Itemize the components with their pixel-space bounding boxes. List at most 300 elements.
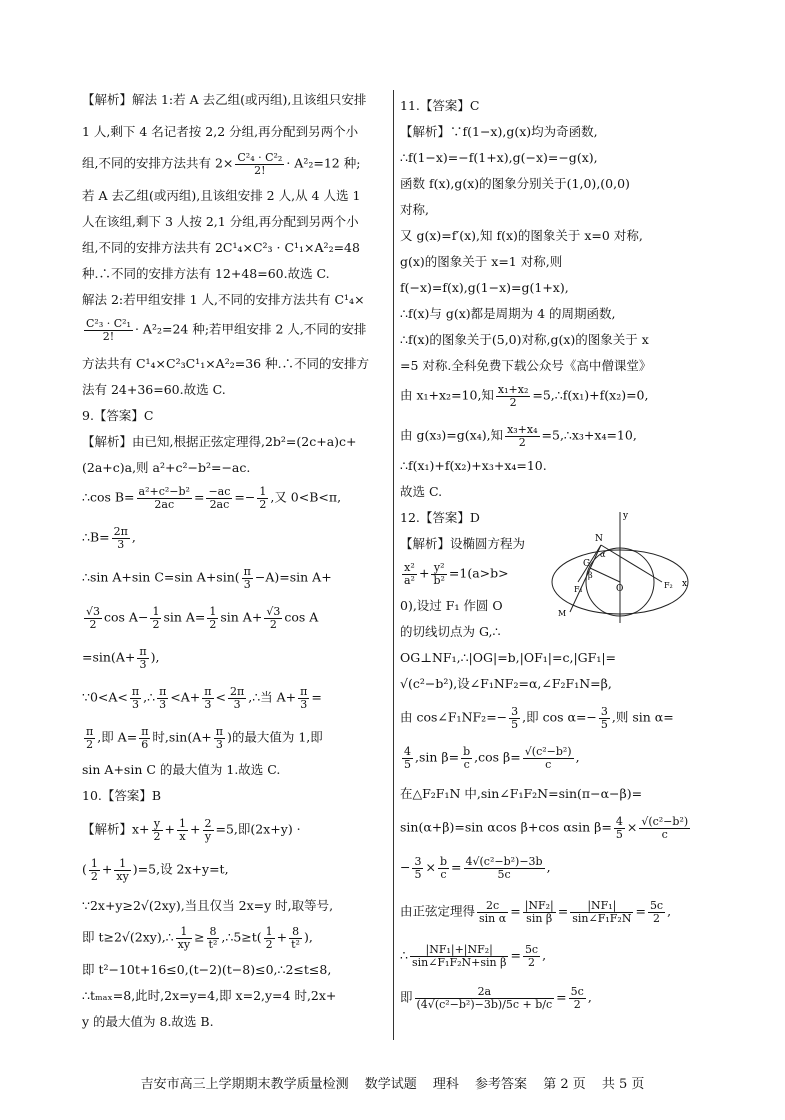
fraction [112, 526, 130, 550]
fraction-numerator: π [243, 565, 251, 578]
fraction-numerator: 1 [114, 858, 130, 871]
label-y: y [623, 511, 629, 521]
right-line-13 [400, 458, 547, 474]
fraction [523, 900, 556, 924]
footer-school: 吉安市高三上学期期末教学质量检测 [140, 1077, 349, 1092]
fraction-numerator: 5c [649, 899, 664, 912]
fraction [235, 152, 284, 176]
fraction-numerator: 1 [152, 605, 160, 618]
left-text: 组,不同的安排方法共有 2× [82, 155, 234, 171]
right-line-15 [400, 510, 480, 526]
fraction-numerator: 1 [176, 926, 192, 939]
left-text: cos A− [104, 609, 149, 625]
right-line-6 [400, 254, 562, 270]
right-text: , [542, 947, 547, 963]
right-text: 由 g(x₃)=g(x₄),知 [400, 427, 504, 443]
right-text: ∴f(1−x)=−f(1+x),g(−x)=−g(x), [400, 150, 598, 165]
fraction-numerator: π [139, 645, 147, 658]
fraction-numerator: |NF₂| [524, 899, 554, 912]
right-line-11 [400, 384, 648, 408]
right-text: f(−x)=f(x),g(1−x)=g(1+x), [400, 280, 569, 295]
fraction [402, 746, 413, 770]
fraction-denominator: 2 [528, 955, 536, 969]
footer-subject: 数学试题 [364, 1077, 417, 1092]
label-g: G [583, 559, 591, 569]
right-text: ,sin β= [415, 749, 460, 765]
right-text: , [587, 989, 592, 1005]
fraction-numerator: π [204, 685, 212, 698]
right-text: 11.【答案】C [400, 98, 480, 113]
right-text: 的切线切点为 G,∴ [400, 624, 501, 639]
fraction [639, 816, 690, 840]
left-line-23 [82, 818, 301, 842]
label-alpha: α [600, 550, 606, 559]
label-n: N [595, 534, 603, 544]
left-line-15 [82, 526, 136, 550]
fraction [202, 686, 213, 710]
fraction-numerator: 8 [207, 926, 220, 939]
right-text: =1(a>b> [448, 565, 509, 581]
right-line-28 [400, 944, 546, 968]
fraction [257, 486, 268, 510]
left-line-19 [82, 686, 322, 710]
label-m: M [558, 609, 567, 618]
right-text: 在△F₂F₁N 中,sin∠F₁F₂N=sin(π−α−β)= [400, 786, 643, 801]
page-footer [0, 1077, 785, 1094]
fraction [431, 562, 446, 586]
fraction-denominator: 2 [86, 737, 94, 751]
fraction-denominator: 5 [404, 757, 411, 771]
fraction-numerator: |NF₁| [570, 900, 633, 913]
right-text: ∴f(x₁)+f(x₂)+x₃+x₄=10. [400, 458, 547, 473]
left-line-7 [82, 292, 365, 308]
left-text: ), [150, 649, 160, 665]
fraction-denominator: 2 [269, 617, 277, 631]
fraction-denominator: 2 [518, 435, 526, 449]
fraction-numerator: 8 [289, 926, 302, 939]
fraction-denominator: 2 [509, 395, 517, 409]
right-text: − [400, 859, 411, 875]
fraction [137, 486, 192, 510]
fraction [137, 646, 148, 670]
right-line-24 [400, 786, 642, 802]
left-text: ,∴当 A+ [248, 689, 297, 705]
right-text: =5,∴f(x₁)+f(x₂)=0, [532, 387, 649, 403]
right-text: 【解析】∵f(1−x),g(x)均为奇函数, [400, 124, 598, 139]
left-line-0 [82, 92, 366, 108]
footer-kind: 参考答案 [475, 1077, 528, 1092]
fraction-numerator: y [152, 818, 163, 831]
fraction [505, 424, 539, 448]
fraction-numerator: |NF₁|+|NF₂| [410, 944, 509, 957]
fraction-numerator: π [131, 685, 140, 698]
fraction [523, 746, 574, 770]
fraction-denominator: 2 [259, 497, 267, 511]
left-text: ∴B= [82, 529, 110, 545]
fraction-numerator: π [159, 685, 167, 698]
left-text: (2a+c)a,则 a²+c²−b²=−ac. [82, 460, 251, 475]
left-line-13 [82, 460, 250, 476]
right-line-8 [400, 306, 616, 322]
right-text: 即 [400, 989, 413, 1005]
fraction-denominator: xy [177, 937, 191, 951]
left-text: 9.【答案】C [82, 408, 154, 423]
right-text: ,cos β= [474, 749, 521, 765]
left-text: )的最大值为 1,即 [226, 729, 323, 745]
right-text: ∴f(x)与 g(x)都是周期为 4 的周期函数, [400, 306, 616, 321]
fraction-numerator: 3 [511, 705, 519, 718]
right-text: sin(α+β)=sin αcos β+cos αsin β= [400, 819, 612, 835]
fraction-numerator: b [439, 855, 448, 868]
fraction [114, 858, 130, 882]
left-text: 若 A 去乙组(或丙组),且该组安排 2 人,从 4 人选 1 [82, 188, 361, 203]
fraction-numerator: 3 [414, 855, 422, 868]
left-text: ≥ [194, 929, 205, 945]
right-text: × [425, 859, 436, 875]
left-text: sin A+ [220, 609, 263, 625]
fraction-numerator: x² [402, 562, 417, 575]
left-text: 10.【答案】B [82, 788, 162, 803]
left-line-3 [82, 188, 360, 204]
right-text: =5,∴x₃+x₄=10, [541, 427, 637, 443]
fraction-numerator: 2c [477, 900, 508, 913]
fraction [569, 986, 586, 1010]
fraction-denominator: 2 [265, 937, 273, 951]
fraction-denominator: 3 [117, 537, 125, 551]
right-line-12 [400, 424, 637, 448]
fraction [264, 926, 275, 950]
column-divider [393, 90, 394, 1040]
left-text: y 的最大值为 8.故选 B. [82, 1014, 214, 1029]
fraction-numerator: 2π [113, 525, 128, 538]
fraction-numerator: C²₃ · C²₁ [86, 317, 131, 330]
right-line-19 [400, 624, 500, 640]
right-line-10 [400, 358, 651, 374]
left-text: , [131, 529, 136, 545]
fraction [496, 384, 530, 408]
fraction-numerator: √3 [86, 605, 101, 618]
fraction-denominator: a² [404, 573, 415, 587]
left-line-20 [82, 726, 323, 750]
fraction-denominator: 5 [600, 717, 608, 731]
fraction [523, 944, 540, 968]
fraction-numerator: 4 [615, 815, 623, 828]
fraction-numerator: −ac [208, 485, 231, 498]
left-text: + [101, 861, 113, 877]
fraction-numerator: x₃+x₄ [507, 423, 538, 436]
fraction [461, 746, 472, 770]
left-line-9 [82, 356, 369, 372]
left-text: 种.∴不同的安排方法有 12+48=60.故选 C. [82, 266, 330, 281]
left-text: ∴cos B= [82, 489, 135, 505]
left-text: ∴tₘₐₓ=8,此时,2x=y=4,即 x=2,y=4 时,2x+ [82, 988, 337, 1003]
fraction-denominator: c [661, 827, 668, 841]
fraction-numerator: 5c [570, 985, 584, 998]
fraction-denominator: 3 [300, 697, 308, 711]
left-text: 即 t²−10t+16≤0,(t−2)(t−8)≤0,∴2≤t≤8, [82, 962, 332, 977]
right-text: = [510, 947, 521, 963]
fraction [402, 562, 417, 586]
left-text: · A²₂=24 种;若甲组安排 2 人,不同的安排 [134, 321, 367, 337]
left-line-29 [82, 1014, 214, 1030]
fraction-numerator: 3 [600, 705, 608, 718]
fraction-denominator: 5c [497, 867, 511, 881]
fraction [89, 858, 100, 882]
fraction-numerator: π [86, 725, 94, 738]
right-text: g(x)的图象关于 x=1 对称,则 [400, 254, 563, 269]
right-line-26 [400, 856, 551, 880]
left-line-5 [82, 240, 360, 256]
fraction-denominator: sin∠F₁F₂N [572, 911, 632, 925]
left-text: cos A [284, 609, 319, 625]
left-text: ∵0<A< [82, 689, 128, 705]
left-text: < [215, 689, 226, 705]
right-line-22 [400, 706, 674, 730]
right-text: + [418, 565, 430, 581]
left-text: sin A+sin C 的最大值为 1.故选 C. [82, 762, 281, 777]
right-line-27 [400, 900, 671, 924]
right-line-1 [400, 124, 598, 140]
footer-track: 理科 [432, 1077, 459, 1092]
right-line-3 [400, 176, 630, 192]
fraction-denominator: 3 [243, 577, 251, 591]
line-o-to-g [590, 568, 620, 582]
left-line-16 [82, 566, 332, 590]
right-text: 12.【答案】D [400, 510, 480, 525]
label-beta: β [588, 571, 593, 580]
right-line-21 [400, 676, 612, 692]
right-text: × [626, 819, 638, 835]
fraction-numerator: x₁+x₂ [497, 383, 529, 396]
fraction [84, 606, 102, 630]
right-text: OG⊥NF₁,∴|OG|=b,|OF₁|=c,|GF₁|= [400, 650, 617, 665]
ellipse-figure [548, 508, 693, 628]
fraction [599, 706, 610, 730]
fraction-denominator: 2 [152, 617, 160, 631]
fraction-numerator: 2a [415, 986, 555, 999]
left-text: )=5,设 2x+y=t, [132, 861, 229, 877]
right-text: ∴f(x)的图象关于(5,0)对称,g(x)的图象关于 x [400, 332, 649, 347]
right-text: = [510, 903, 521, 919]
left-line-18 [82, 646, 159, 670]
left-line-2 [82, 152, 360, 176]
label-f1: F₁ [574, 585, 583, 594]
fraction [130, 686, 141, 710]
fraction [415, 986, 555, 1010]
left-text: = [311, 689, 322, 705]
left-text: ), [303, 929, 313, 945]
fraction-numerator: √3 [266, 605, 281, 618]
left-line-14 [82, 486, 341, 510]
right-text: = [451, 859, 462, 875]
fraction [614, 816, 625, 840]
left-text: ,即 A= [97, 729, 138, 745]
left-line-11 [82, 408, 154, 424]
right-text: 故选 C. [400, 484, 443, 499]
right-text: 由正弦定理得 [400, 903, 476, 919]
fraction-denominator: sin∠F₁F₂N+sin β [411, 955, 507, 969]
fraction-denominator: 5 [615, 827, 623, 841]
left-text: 人在该组,剩下 3 人按 2,1 分组,再分配到另两个小 [82, 214, 359, 229]
fraction-numerator: y² [431, 562, 446, 575]
left-text: · A²₂=12 种; [286, 155, 361, 171]
footer-total: 共 5 页 [601, 1077, 645, 1092]
left-line-12 [82, 434, 357, 450]
label-x: x [682, 579, 688, 589]
left-line-24 [82, 858, 229, 882]
fraction-numerator: 1 [259, 485, 267, 498]
fraction-denominator: 3 [139, 657, 147, 671]
fraction-denominator: 2 [90, 869, 98, 883]
right-line-25 [400, 816, 692, 840]
fraction [570, 900, 633, 924]
left-text: 方法共有 C¹₄×C²₃C¹₁×A²₂=36 种.∴不同的安排方 [82, 356, 370, 371]
left-text: 法有 24+36=60.故选 C. [82, 382, 226, 397]
left-text: + [190, 821, 201, 837]
left-text: ,又 0<B<π, [270, 489, 342, 505]
fraction [477, 900, 508, 924]
fraction-numerator: C²₄ · C²₂ [237, 151, 283, 164]
right-text: √(c²−b²),设∠F₁NF₂=α,∠F₂F₁N=β, [400, 676, 612, 691]
right-line-14 [400, 484, 442, 500]
left-line-4 [82, 214, 359, 230]
right-text: 函数 f(x),g(x)的图象分别关于(1,0),(0,0) [400, 176, 630, 191]
right-text: , [575, 749, 580, 765]
fraction [152, 818, 163, 842]
left-text: 时,sin(A+ [152, 729, 212, 745]
fraction [648, 900, 665, 924]
fraction [203, 818, 214, 842]
right-line-2 [400, 150, 598, 166]
fraction [139, 726, 150, 750]
fraction-numerator: 4√(c²−b²)−3b [465, 855, 543, 868]
fraction-numerator: 5c [524, 943, 539, 956]
fraction-denominator: y [204, 829, 212, 843]
fraction [464, 856, 545, 880]
right-text: , [667, 903, 672, 919]
right-text: 由 x₁+x₂=10,知 [400, 387, 494, 403]
left-text: 【解析】x+ [82, 821, 150, 837]
right-text: =5 对称.全科免费下载公众号《高中僧课堂》 [400, 358, 652, 373]
fraction-denominator: c [545, 757, 552, 771]
fraction-denominator: 2ac [209, 497, 230, 511]
right-text: 0),设过 F₁ 作圆 O [400, 598, 503, 613]
right-text: 对称, [400, 202, 429, 217]
left-text: <A+ [170, 689, 201, 705]
fraction [150, 606, 161, 630]
left-line-1 [82, 124, 358, 140]
fraction-numerator: 1 [179, 817, 187, 830]
fraction-numerator: a²+c²−b² [138, 485, 190, 498]
fraction-denominator: 6 [141, 737, 149, 751]
right-text: = [557, 903, 569, 919]
fraction-denominator: 3 [204, 697, 212, 711]
fraction-numerator: b [463, 745, 471, 758]
right-text: 又 g(x)=f′(x),知 f(x)的图象关于 x=0 对称, [400, 228, 643, 243]
right-line-18 [400, 598, 503, 614]
right-line-16 [400, 536, 525, 552]
right-text: , [546, 859, 551, 875]
left-text: 【解析】由已知,根据正弦定理得,2b²=(2c+a)c+ [82, 434, 357, 449]
left-line-22 [82, 788, 161, 804]
fraction-numerator: 4 [404, 745, 411, 758]
fraction [207, 926, 220, 950]
right-line-23 [400, 746, 580, 770]
right-text: ∴ [400, 947, 408, 963]
fraction-denominator: 2 [209, 617, 217, 631]
fraction [438, 856, 449, 880]
fraction-numerator: 1 [90, 857, 98, 870]
left-text: 组,不同的安排方法共有 2C¹₄×C²₃ · C¹₁×A²₂=48 [82, 240, 360, 255]
left-line-28 [82, 988, 336, 1004]
fraction-denominator: (4√(c²−b²)−3b)/5c + b/c [416, 997, 553, 1011]
fraction-denominator: sin α [479, 911, 507, 925]
right-line-5 [400, 228, 643, 244]
left-text: 即 t≥2√(2xy),∴ [82, 929, 174, 945]
left-line-6 [82, 266, 330, 282]
fraction [206, 486, 232, 510]
left-line-25 [82, 898, 333, 914]
left-text: + [164, 821, 176, 837]
fraction [207, 606, 218, 630]
left-line-26 [82, 926, 313, 950]
label-o: O [616, 584, 624, 594]
fraction-numerator: π [141, 725, 149, 738]
left-text: ,∴ [143, 689, 156, 705]
left-line-21 [82, 762, 280, 778]
left-text: ∵2x+y≥2√(2xy),当且仅当 2x=y 时,取等号, [82, 898, 334, 913]
line-n-to-m [570, 545, 601, 612]
fraction-denominator: 2 [573, 997, 581, 1011]
fraction-denominator: sin β [526, 911, 553, 925]
fraction-numerator: 1 [265, 925, 273, 938]
right-line-7 [400, 280, 569, 296]
left-line-27 [82, 962, 331, 978]
fraction-denominator: 3 [132, 697, 139, 711]
fraction [84, 318, 133, 342]
fraction-numerator: 2 [204, 817, 212, 830]
left-text: = [193, 489, 205, 505]
fraction-numerator: √(c²−b²) [524, 745, 572, 758]
left-text: 解法 2:若甲组安排 1 人,不同的安排方法共有 C¹₄× [82, 292, 365, 307]
left-text: =5,即(2x+y) · [215, 821, 301, 837]
fraction [289, 926, 302, 950]
fraction [509, 706, 520, 730]
fraction-denominator: 2 [89, 617, 97, 631]
fraction [242, 566, 253, 590]
fraction-denominator: c [463, 757, 470, 771]
fraction [214, 726, 225, 750]
fraction [410, 944, 509, 968]
left-text: −A)=sin A+ [254, 569, 332, 585]
fraction [228, 686, 246, 710]
fraction-denominator: 3 [215, 737, 223, 751]
left-text: =− [234, 489, 256, 505]
right-line-4 [400, 202, 429, 218]
fraction [157, 686, 168, 710]
right-line-0 [400, 98, 479, 114]
right-text: 由 cos∠F₁NF₂=− [400, 709, 508, 725]
left-text: 【解析】解法 1:若 A 去乙组(或丙组),且该组只安排 [82, 92, 367, 107]
fraction [176, 926, 192, 950]
fraction-denominator: c [440, 867, 447, 881]
fraction-denominator: 2! [254, 163, 266, 177]
fraction-denominator: x [179, 829, 186, 843]
left-text: ∴sin A+sin C=sin A+sin( [82, 569, 240, 585]
fraction-denominator: xy [116, 869, 129, 883]
left-text: 1 人,剩下 4 名记者按 2,2 分组,再分配到另两个小 [82, 124, 359, 139]
fraction [84, 726, 95, 750]
